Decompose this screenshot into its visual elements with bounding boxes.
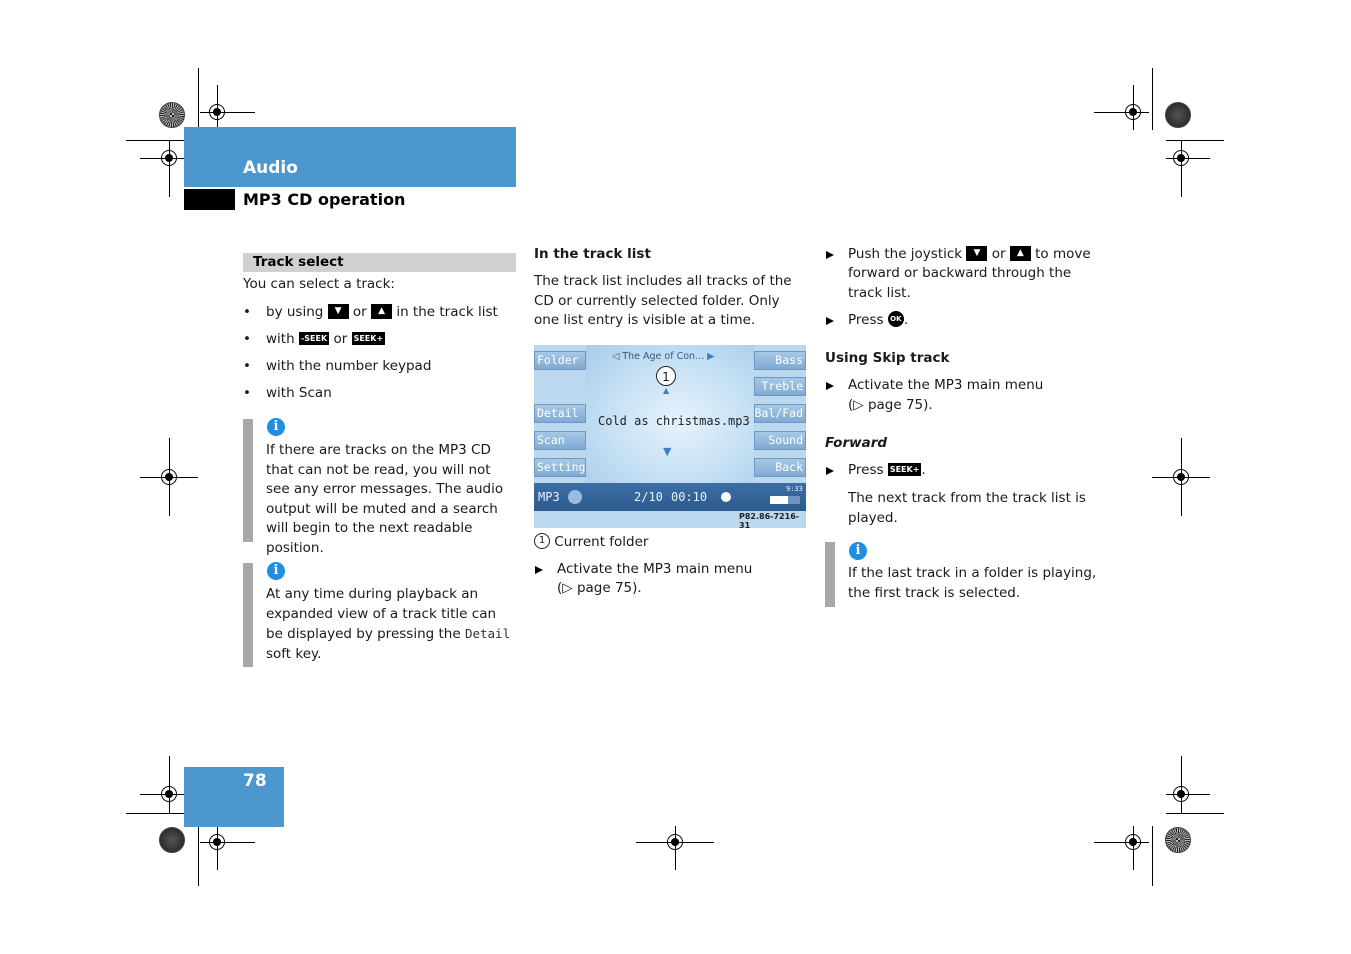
bullet-dot: •: [243, 358, 251, 374]
info-icon: i: [849, 542, 867, 560]
signal-icon: [770, 496, 800, 504]
softkey-balfad: Bal/Fad: [754, 404, 806, 423]
track-list-paragraph: The track list includes all tracks of the CD or currently selected folder. Only one list entry is visible at a time.: [534, 273, 792, 328]
softkey-setting: Setting: [534, 458, 586, 477]
bullet-dot: •: [243, 304, 251, 320]
detail-softkey-label: Detail: [464, 626, 511, 641]
legend-number: 1: [534, 533, 550, 549]
list-item: with the number keypad: [266, 358, 432, 374]
scroll-down-icon: ▼: [663, 445, 672, 458]
cd-icon: [568, 490, 582, 504]
step-arrow-icon: [826, 382, 834, 390]
note-text: At any time during playback an expanded view of a track title can be displayed by pressing the Detail soft key.: [266, 586, 511, 662]
softkey-folder: Folder: [534, 351, 586, 370]
step-text: Activate the MP3 main menu: [848, 377, 1044, 393]
subsection-marker: [184, 189, 235, 210]
subsection-title: MP3 CD operation: [243, 190, 406, 209]
status-clock: 9:33: [786, 485, 803, 493]
page-reference: (▷ page 75).: [557, 580, 642, 596]
track-list-heading: In the track list: [534, 246, 651, 262]
step-text: Push the joystick ▼ or ▲ to move: [848, 246, 1091, 262]
current-track-title: Cold as christmas.mp3: [598, 414, 750, 428]
step-arrow-icon: [826, 467, 834, 475]
status-elapsed-time: 00:10: [671, 490, 708, 504]
status-mode: MP3: [538, 490, 560, 504]
note-text: If the last track in a folder is playing, the first track is selected.: [848, 565, 1097, 601]
list-item: by using ▼ or ▲ in the track list: [266, 304, 498, 320]
legend-item: 1 Current folder: [534, 533, 648, 553]
softkey-back: Back: [754, 458, 806, 477]
info-icon: i: [267, 562, 285, 580]
softkey-treble: Treble: [754, 377, 806, 396]
info-icon: i: [267, 418, 285, 436]
softkey-sound: Sound: [754, 431, 806, 450]
seek-back-key-icon: -SEEK: [300, 333, 328, 343]
step-arrow-icon: [826, 317, 834, 325]
ok-button-icon: OK: [888, 311, 904, 327]
step-text: Activate the MP3 main menu: [557, 561, 753, 577]
page-number-box: [184, 767, 284, 827]
intro-text: You can select a track:: [243, 276, 395, 292]
bullet-dot: •: [243, 331, 251, 347]
softkey-scan: Scan: [534, 431, 586, 450]
status-bar: [534, 483, 806, 511]
page-reference: (▷ page 75).: [848, 397, 933, 413]
note-bar: [825, 542, 835, 607]
step-arrow-icon: [535, 566, 543, 574]
callout-pointer-icon: ▲: [663, 386, 670, 395]
folder-next-icon: ▶: [707, 351, 715, 362]
skip-track-heading: Using Skip track: [825, 350, 950, 366]
track-select-heading: Track select: [243, 253, 516, 272]
forward-heading: Forward: [825, 435, 888, 451]
audio-display-screenshot: [534, 345, 806, 528]
down-key-icon: ▼: [966, 246, 987, 261]
up-key-icon: ▲: [1010, 246, 1031, 261]
section-title: Audio: [243, 158, 298, 178]
header-bar: [184, 127, 516, 187]
bullet-dot: •: [243, 385, 251, 401]
list-item: with Scan: [266, 385, 332, 401]
list-item: with -SEEK or SEEK+: [266, 331, 384, 347]
up-key-icon: ▲: [371, 304, 392, 319]
step-text-continued: forward or backward through the track list.: [848, 265, 1072, 301]
page-number: 78: [243, 771, 267, 791]
step-arrow-icon: [826, 251, 834, 259]
down-key-icon: ▼: [328, 304, 349, 319]
folder-prev-icon: ◁: [612, 351, 620, 362]
softkey-detail: Detail: [534, 404, 586, 423]
play-indicator-icon: [721, 492, 731, 502]
callout-1: 1: [656, 366, 676, 386]
step-text: Press OK .: [848, 312, 909, 328]
softkey-bass: Bass: [754, 351, 806, 370]
result-text: The next track from the track list is played.: [848, 490, 1086, 526]
seek-forward-key-icon: SEEK+: [353, 333, 384, 343]
note-bar: [243, 419, 253, 542]
note-bar: [243, 563, 253, 667]
status-track-number: 2/10: [634, 490, 663, 504]
note-text: If there are tracks on the MP3 CD that can not be read, you will not see any error messages. The audio output will be muted and a search will begin to the next readable position.: [266, 442, 504, 556]
photo-id: P82.86-7216-31: [739, 512, 800, 528]
folder-name: The Age of Con...: [622, 351, 705, 362]
seek-forward-key-icon: SEEK+: [889, 464, 920, 474]
step-text: Press SEEK+ .: [848, 462, 926, 478]
folder-line: [612, 351, 727, 362]
